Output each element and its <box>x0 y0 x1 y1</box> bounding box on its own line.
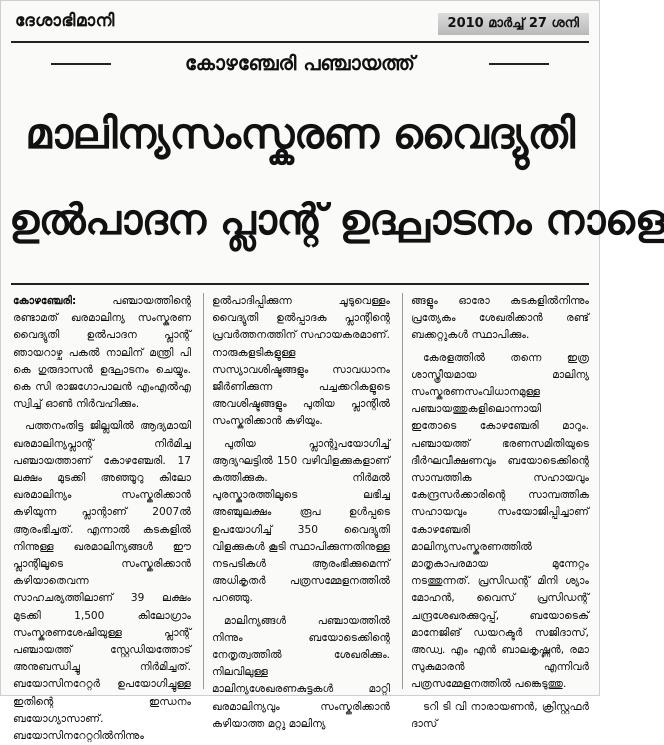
paragraph: പുതിയ പ്ലാന്റുപയോഗിച്ച് ആദ്യഘട്ടിൽ 150 വഴിവിളക്കുകളാണ് കത്തിക്കുക. നിർമൽ പുരസ്കാരത്തിലൂടെ ലഭിച്ച അഞ്ചുലക്ഷം രൂപ ഉൾപ്പടെ ഉപയോഗിച്ച് 350 വൈദ്യുതി വിളക്കുകൾ കൂടി സ്ഥാപിക്കുന്നതിനുള്ള നടപടികൾ ആരംഭിക്കുമെന്ന് അധികൃതർ പത്രസമ്മേളനത്തിൽ പറഞ്ഞു. <box>212 437 390 605</box>
dateline: കോഴഞ്ചേരി: <box>13 295 77 307</box>
article-kicker: കോഴഞ്ചേരി പഞ്ചായത്ത് <box>185 51 415 75</box>
article-body <box>13 293 589 743</box>
top-rule <box>11 41 589 43</box>
paragraph: മാലിന്യങ്ങൾ പഞ്ചായത്തിൽ നിന്നും ബയോടെക്കിന്റെ നേതൃത്വത്തിൽ ശേഖരിക്കും. നിലവിലുള്ള മാലിന്യശേഖരണകുട്ടകൾ മാറ്റി ഖരമാലിന്യവും സംസ്കരിക്കാൻ കഴിയാത്ത മറ്റു മാലിന്യ <box>212 614 390 730</box>
paragraph: കേരളത്തിൽ തന്നെ ഇത്ര ശാസ്ത്രീയമായ മാലിന്യ സംസ്കരണസംവിധാനമുള്ള പഞ്ചായത്തുകളിലൊന്നായി ഇതോടെ കോഴഞ്ചേരി മാറും. പഞ്ചായത്ത് ഭരണസമിതിയുടെ ദീർഘവീക്ഷണവും ബയോടെക്കിന്റെ സാമ്പത്തിക സഹായവും കേന്ദ്രസർക്കാരിന്റെ സാമ്പത്തിക സഹായവും സംയോജിപ്പിച്ചാണ് കോഴഞ്ചേരി മാലിന്യസംസ്കരണത്തിൽ മാതൃകാപരമായ മുന്നേറ്റം നടത്തുന്നത്. പ്രസിഡന്റ് മിനി ശ്യാം മോഹൻ, വൈസ് പ്രസിഡന്റ് ചന്ദ്രശേഖരക്കുറുപ്പ്, ബയോടെക് മാനേജിങ് ഡയറക്ടർ സജിദാസ്, അഡ്വ. എം എൻ ബാലകൃഷ്ണൻ, രമാ സുകുമാരൻ എന്നിവർ പത്രസമ്മേളനത്തിൽ പങ്കെടുത്തു. <box>411 351 589 691</box>
paragraph: ടറി ടി വി നാരായണൻ, ക്രിസ്റ്റഫർ ദാസ് <box>411 700 589 730</box>
issue-date: 2010 മാർച്ച് 27 ശനി <box>438 13 589 35</box>
kicker-rule-right <box>489 63 549 65</box>
article-column-2 <box>203 293 390 730</box>
paragraph: പത്തനംതിട്ട ജില്ലയിൽ ആദ്യമായി ഖരമാലിന്യപ്ലാന്റ് നിർമിച്ച പഞ്ചായത്താണ് കോഴഞ്ചേരി. 17 ലക്ഷം മുടക്കി അഞ്ഞൂറു കിലോ ഖരമാലിന്യം സംസ്കരിക്കാൻ കഴിയുന്ന പ്ലാന്റാണ് 2007ൽ ആരംഭിച്ചത്. എന്നാൽ കടകളിൽ നിന്നുള്ള ഖരമാലിന്യങ്ങൾ ഈ പ്ലാന്റിലൂടെ സംസ്കരിക്കാൻ കഴിയാതെവന്ന സാഹചര്യത്തിലാണ് 39 ലക്ഷം മുടക്കി 1,500 കിലോഗ്രാം സംസ്കരണശേഷിയുള്ള പ്ലാന്റ് പഞ്ചായത്ത് സ്റ്റേഡിയത്തോട് അനുബന്ധിച്ചു നിർമിച്ചത്. ബയോസിനറേറ്റർ ഉപയോഗിച്ചുള്ള ഇതിന്റെ ഇന്ധനം ബയോഗ്യാസാണ്. ബയോസിനറേറ്ററിൽനിന്നും <box>13 420 191 743</box>
paragraph: ഉൽപാദിപ്പിക്കുന്ന ചൂടുവെള്ളം വൈദ്യുതി ഉൽപ്പാദക പ്ലാന്റിന്റെ പ്രവർത്തനത്തിന് സഹായകരമാണ്. നാരുകളടികളുള്ള സസ്യാവശിഷ്ടങ്ങളും സാവധാനം ജീർണിക്കുന്ന പച്ചക്കറികളുടെ അവശിഷ്ടങ്ങളും പുതിയ പ്ലാന്റിൽ സംസ്കരിക്കാൻ കഴിയും. <box>212 295 390 428</box>
article-column-1 <box>13 293 191 743</box>
paragraph-text: പഞ്ചായത്തിന്റെ രണ്ടാമത് ഖരമാലിന്യ സംസ്കരണ വൈദ്യുതി ഉൽപാദന പ്ലാന്റ് ഞായറാഴ്ച പകൽ നാലിന് മന്ത്രി പി കെ ഗുരുദാസൻ ഉദ്ഘാടനം ചെയ്യും. കെ സി രാജഗോപാലൻ എംഎൽഎ സ്വിച്ച് ഓൺ നിർവഹിക്കും. <box>13 295 191 411</box>
headline-line-1: മാലിന്യസംസ്കരണ വൈദ്യുതി <box>25 109 575 158</box>
headline-rule <box>11 283 589 285</box>
paragraph: ങ്ങളും ഓരോ കടകളിൽനിന്നും പ്രത്യേകം ശേഖരിക്കാൻ രണ്ട് ബക്കറ്റുകൾ സ്ഥാപിക്കും. <box>411 295 589 342</box>
paragraph <box>13 293 191 413</box>
headline-line-2: ഉൽപാദന പ്ലാന്റ് ഉദ്ഘാടനം നാളെ <box>9 195 664 244</box>
masthead-logo: ദേശാഭിമാനി <box>15 11 115 31</box>
article-column-3 <box>402 293 589 730</box>
